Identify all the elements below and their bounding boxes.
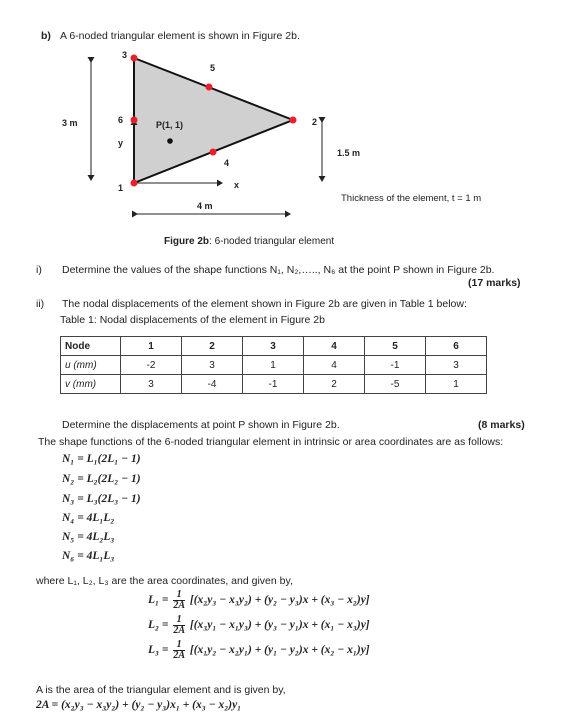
table-header-cell: 5 [365,337,426,356]
l1-num: 1 [173,590,185,601]
figure-2b [0,0,582,240]
table-cell: 4 [304,356,365,375]
q-i-text: Determine the values of the shape functions N₁, N₂,….., N₆ at the point P shown in Figure 2b. [62,264,495,276]
table-cell: 2 [304,375,365,394]
l2-num: 1 [173,615,185,626]
shape-function-n5: N₅ = 4L₂L₃ [62,531,115,543]
shape-function-n6: N₆ = 4L₁L₃ [62,550,115,562]
node-5-label: 5 [210,63,216,73]
l2-rhs: [(x₃y₁ − x₁y₃) + (y₃ − y₁)x + (x₁ − x₃)y] [189,619,370,632]
table-header-cell: 3 [243,337,304,356]
l3-den: 2A [173,650,186,661]
q-ii-end-marks: (8 marks) [478,419,525,431]
caption-rest: : 6-noded triangular element [209,236,335,247]
l2-lhs: L₂ = [148,619,169,632]
node-2-label: 2 [312,117,318,127]
l3-rhs: [(x₁y₂ − x₂y₁) + (y₁ − y₂)x + (x₂ − x₁)y] [189,644,370,657]
table-row [61,375,487,394]
caption-bold: Figure 2b [164,236,210,247]
table-cell: -1 [243,375,304,394]
node-3-label: 3 [122,50,128,60]
table-cell: 3 [426,356,487,375]
l1-den: 2A [173,600,186,611]
shape-function-n4: N₄ = 4L₁L₂ [62,512,115,524]
dim-width-label: 4 m [197,201,213,211]
l3-fraction [173,640,185,661]
x-axis-label: x [234,180,240,190]
l1-lhs: L₁ = [148,594,169,607]
shape-function-n3: N₃ = L₃(2L₃ − 1) [62,493,141,505]
table-cell: -5 [365,375,426,394]
figure-caption [164,236,334,247]
table-row-label: u (mm) [61,356,121,375]
table-header-cell: Node [61,337,121,356]
table-row [61,356,487,375]
table-cell: -1 [365,356,426,375]
l3-lhs: L₃ = [148,644,169,657]
q-ii-end-text: Determine the displacements at point P shown in Figure 2b. [62,419,340,431]
q-ii-text: The nodal displacements of the element shown in Figure 2b are given in Table 1 below: [62,298,467,310]
part-label: b) [41,30,51,42]
shape-function-n1: N₁ = L₁(2L₁ − 1) [62,453,141,465]
y-axis-label: y [118,138,124,148]
node-6-marker [131,117,138,124]
shape-function-n2: N₂ = L₂(2L₂ − 1) [62,473,141,485]
area-coord-l1 [148,590,370,611]
area-coord-l2 [148,615,370,636]
point-p-marker [167,138,173,144]
table-cell: 3 [182,356,243,375]
l3-num: 1 [173,640,185,651]
table-title: Table 1: Nodal displacements of the element in Figure 2b [60,314,325,326]
node-2-marker [290,117,297,124]
area-coord-l3 [148,640,370,661]
table-cell: 1 [426,375,487,394]
node-1-marker [131,180,138,187]
table-cell: -2 [121,356,182,375]
part-intro: A 6-noded triangular element is shown in Figure 2b. [60,30,300,42]
l2-fraction [173,615,185,636]
thickness-note: Thickness of the element, t = 1 m [341,193,482,204]
table-cell: 1 [243,356,304,375]
point-p-label: P(1, 1) [156,120,184,130]
area-definition: A is the area of the triangular element and is given by, [36,684,286,696]
table-cell: -4 [182,375,243,394]
area-coords-intro: where L₁, L₂, L₃ are the area coordinates, and given by, [36,575,293,587]
table-cell: 3 [121,375,182,394]
table-header-cell: 1 [121,337,182,356]
table-row-label: v (mm) [61,375,121,394]
shape-functions-intro: The shape functions of the 6-noded triangular element in intrinsic or area coordinates are as follows: [38,436,504,448]
dim-height-label: 3 m [62,118,78,128]
node-4-label: 4 [224,158,230,168]
l1-rhs: [(x₂y₃ − x₃y₂) + (y₂ − y₃)x + (x₃ − x₂)y] [189,594,370,607]
dim-right-label: 1.5 m [337,148,361,158]
node-5-marker [206,84,213,91]
l1-fraction [173,590,185,611]
table-header-row [61,337,487,356]
table-header-cell: 4 [304,337,365,356]
node-3-marker [131,55,138,62]
node-6-label: 6 [118,115,124,125]
area-formula: 2A = (x₂y₃ − x₃y₂) + (y₂ − y₃)x₁ + (x₃ − x₂)y₁ [36,699,242,711]
q-i-num: i) [36,264,42,276]
q-i-marks: (17 marks) [468,277,521,289]
node-1-label: 1 [118,183,124,193]
nodal-displacement-table [60,336,487,394]
l2-den: 2A [173,625,186,636]
node-4-marker [210,149,217,156]
table-header-cell: 2 [182,337,243,356]
q-ii-num: ii) [36,298,45,310]
table-header-cell: 6 [426,337,487,356]
